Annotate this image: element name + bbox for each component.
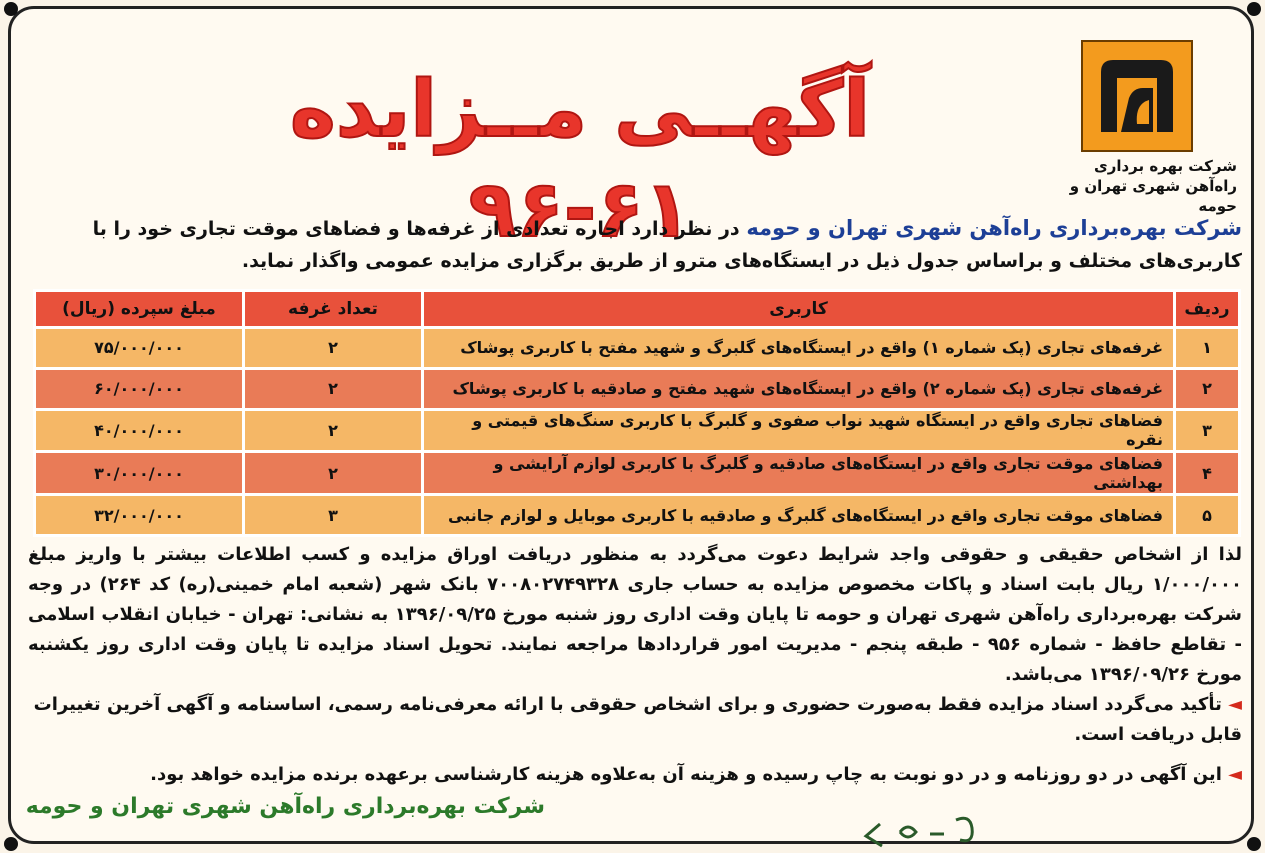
cell-row-number: ۳	[1176, 411, 1238, 451]
table-row	[36, 453, 1238, 493]
cell-usage: فضاهای موقت تجاری واقع در ایستگاه‌های گلبرگ و صادقیه با کاربری موبایل و لوازم جانبی	[424, 496, 1173, 534]
intro-paragraph	[28, 212, 1242, 277]
header-usage: کاربری	[424, 292, 1173, 326]
intro-org-name: شرکت بهره‌برداری راه‌آهن شهری تهران و حومه	[746, 216, 1242, 240]
cell-row-number: ۱	[1176, 329, 1238, 367]
logo-caption-line2: راه‌آهن شهری تهران و حومه	[1069, 177, 1237, 215]
table-row	[36, 411, 1238, 451]
cell-count: ۲	[245, 453, 421, 493]
triangle-bullet-icon: ◄	[1228, 694, 1242, 715]
cell-deposit: ۷۵/۰۰۰/۰۰۰	[36, 329, 242, 367]
cell-deposit: ۶۰/۰۰۰/۰۰۰	[36, 370, 242, 408]
cell-usage: فضاهای تجاری واقع در ایستگاه شهید نواب صفوی و گلبرگ با کاربری سنگ‌های قیمتی و نقره	[424, 411, 1173, 451]
cell-usage: غرفه‌های تجاری (پک شماره ۲) واقع در ایستگاه‌های شهید مفتح و صادقیه با کاربری پوشاک	[424, 370, 1173, 408]
footer-org-name: شرکت بهره‌برداری راه‌آهن شهری تهران و حومه	[25, 794, 545, 819]
bullet-item-cost	[28, 760, 1242, 790]
table-row	[36, 496, 1238, 534]
conditions-paragraph: لذا از اشخاص حقیقی و حقوقی واجد شرایط دعوت می‌گردد به منظور دریافت اوراق مزایده و کسب اطلاعات بیشتر با واریز مبلغ ۱/۰۰۰/۰۰۰ ریال بابت اسناد و پاکات مخصوص مزایده به حساب جاری ۷۰۰۸۰۲۷۴۹۳۲۸ بانک شهر (شعبه امام خمینی(ره) کد ۲۶۴) در وجه شرکت بهره‌برداری راه‌آهن شهری تهران و حومه تا پایان وقت اداری روز شنبه مورخ ۱۳۹۶/۰۹/۲۵ به نشانی: تهران - خیابان انقلاب اسلامی - تقاطع حافظ - شماره ۹۵۶ - طبقه پنجم - مدیریت امور قراردادها مراجعه نمایند. تحویل اسناد مزایده تا پایان وقت اداری روز یکشنبه مورخ ۱۳۹۶/۰۹/۲۶ می‌باشد.	[28, 544, 1242, 685]
cell-count: ۲	[245, 370, 421, 408]
auction-table	[33, 289, 1241, 537]
logo-caption-line1: شرکت بهره برداری	[1093, 157, 1237, 175]
cell-usage: غرفه‌های تجاری (پک شماره ۱) واقع در ایستگاه‌های گلبرگ و شهید مفتح با کاربری پوشاک	[424, 329, 1173, 367]
table-header-row	[36, 292, 1238, 326]
cell-row-number: ۴	[1176, 453, 1238, 493]
metro-logo-icon	[1081, 40, 1193, 152]
table-row	[36, 329, 1238, 367]
cell-row-number: ۲	[1176, 370, 1238, 408]
bullet-text: تأکید می‌گردد اسناد مزایده فقط به‌صورت حضوری و برای اشخاص حقوقی با ارائه معرفی‌نامه رسمی، اساسنامه و آگهی آخرین تغییرات قابل دریافت است.	[33, 694, 1242, 745]
corner-dot	[4, 2, 18, 16]
triangle-bullet-icon: ◄	[1228, 764, 1242, 785]
header-row-number: ردیف	[1176, 292, 1238, 326]
cell-deposit: ۴۰/۰۰۰/۰۰۰	[36, 411, 242, 451]
handwritten-mark	[860, 810, 1000, 850]
cell-count: ۳	[245, 496, 421, 534]
cell-deposit: ۳۰/۰۰۰/۰۰۰	[36, 453, 242, 493]
header-count: تعداد غرفه	[245, 292, 421, 326]
corner-dot	[1247, 837, 1261, 851]
cell-deposit: ۳۲/۰۰۰/۰۰۰	[36, 496, 242, 534]
intro-text: در نظر دارد اجاره تعدادی از غرفه‌ها و فضاهای موقت تجاری خود را با کاربری‌های مختلف و براساس جدول ذیل در ایستگاه‌های مترو از طریق برگزاری مزایده عمومی واگذار نماید.	[92, 218, 1242, 272]
bullet-text: این آگهی در دو روزنامه و در دو نوبت به چاپ رسیده و هزینه آن به‌علاوه هزینه کارشناسی برعهده برنده مزایده خواهد بود.	[150, 764, 1222, 785]
table-row	[36, 370, 1238, 408]
bullet-item-documents	[28, 690, 1242, 750]
cell-row-number: ۵	[1176, 496, 1238, 534]
corner-dot	[1247, 2, 1261, 16]
corner-dot	[4, 837, 18, 851]
notice-title: آگهــی مــزایده ۶۱-۹۶	[289, 65, 871, 255]
header-deposit: مبلغ سپرده (ریال)	[36, 292, 242, 326]
cell-usage: فضاهای موقت تجاری واقع در ایستگاه‌های صادقیه و گلبرگ با کاربری لوازم آرایشی و بهداشتی	[424, 453, 1173, 493]
cell-count: ۲	[245, 411, 421, 451]
logo-caption	[1037, 156, 1237, 216]
cell-count: ۲	[245, 329, 421, 367]
